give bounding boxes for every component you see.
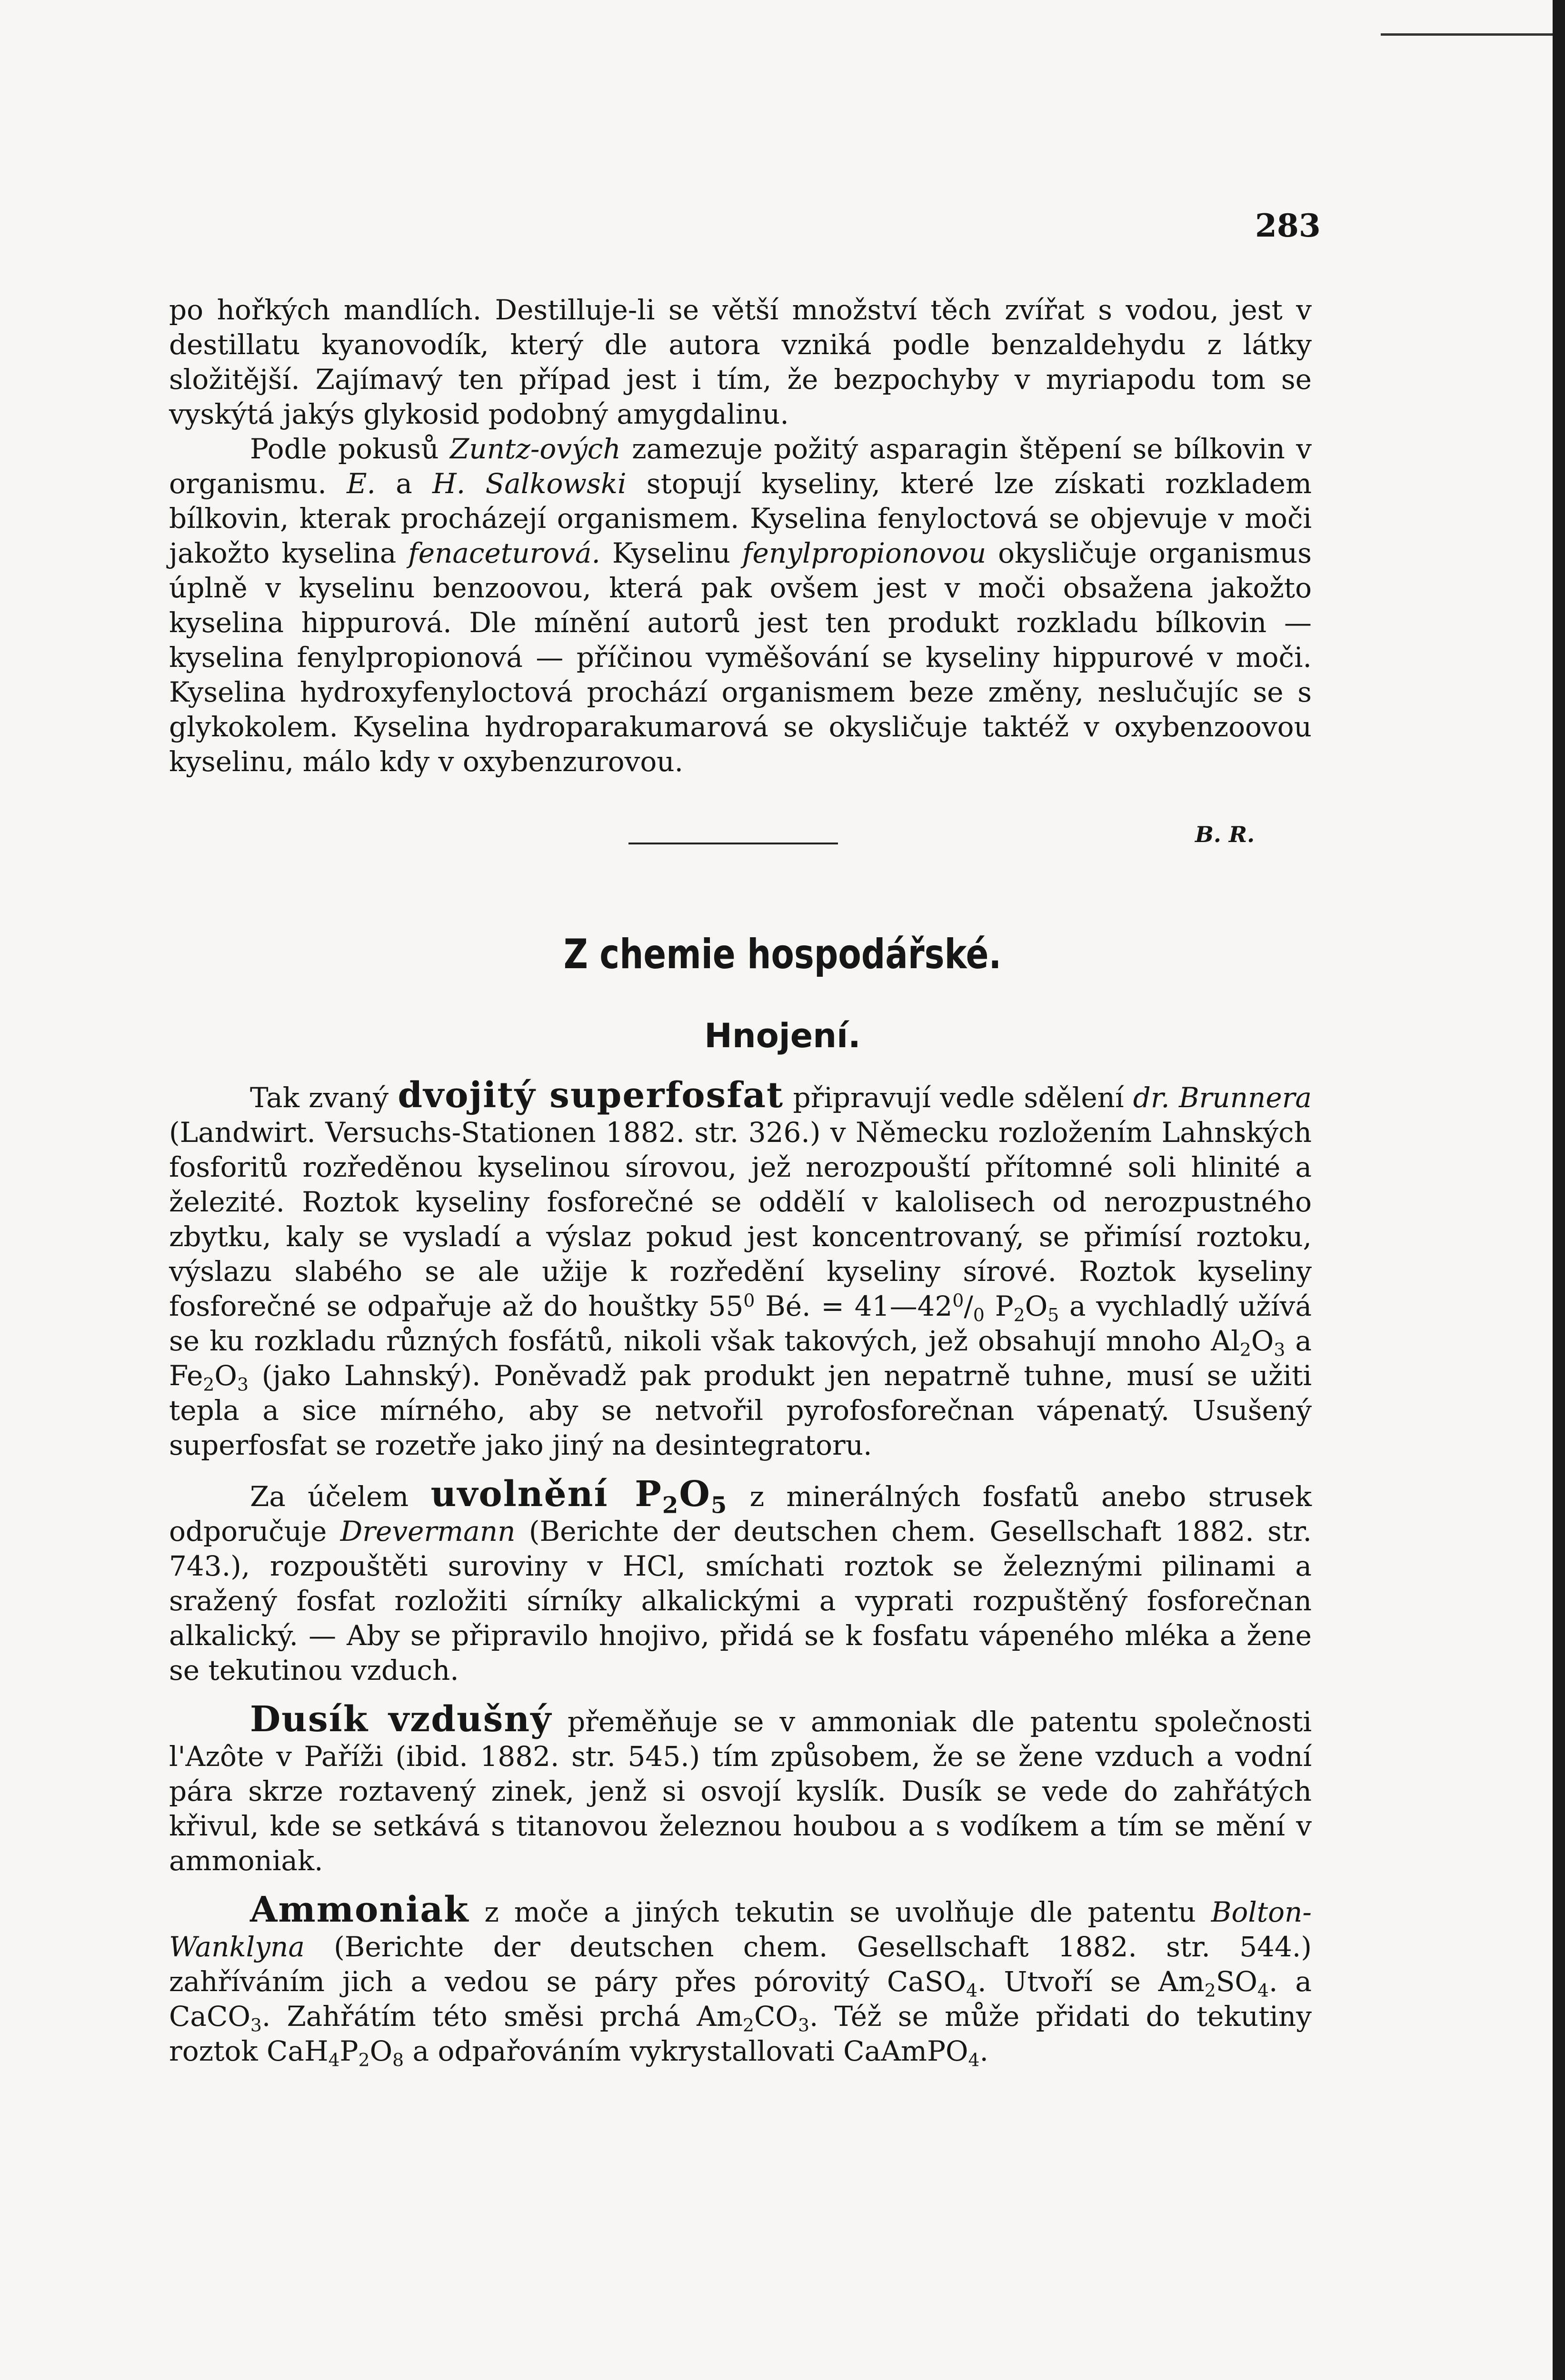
- sub: 5: [710, 1492, 728, 1519]
- text: P: [984, 1290, 1014, 1322]
- sub: 4: [328, 2049, 340, 2071]
- author-name: Bolton-Wanklyna: [169, 1896, 1312, 1963]
- sub: 0: [973, 1304, 985, 1326]
- text: . a CaCO: [169, 1965, 1312, 2033]
- sub: 5: [1047, 1304, 1059, 1326]
- signature: B. R.: [1195, 822, 1255, 847]
- subsection-title: Hnojení.: [704, 1016, 861, 1055]
- keyword: [430, 1474, 728, 1519]
- text: . Utvoří se Am: [977, 1965, 1205, 1998]
- sub: 3: [1274, 1339, 1286, 1360]
- sup: 0: [743, 1290, 755, 1311]
- page-number: 283: [1255, 207, 1321, 244]
- sub: 2: [203, 1374, 215, 1395]
- text: z moče a jiných tekutin se uvolňuje dle patentu: [469, 1896, 1211, 1928]
- text: O: [369, 2035, 393, 2067]
- sub: 4: [966, 1980, 978, 2001]
- paragraph-superfosfat: [169, 1075, 1312, 1463]
- text: (Berichte der deutschen chem. Gesellschaft 1882. str. 544.) zahříváním jich a vedou se páry přes pórovitý CaSO: [169, 1931, 1312, 1998]
- text: přeměňuje se v ammoniak dle patentu společnosti l'Azôte v Paříži (ibid. 1882. str. 545.) tím způsobem, že se žene vzduch a vodní pára skrze roztavený zinek, jenž si osvojí kyslík. Dusík se vede do zahřátých křivul, kde se setkává s titanovou železnou houbou a s vodíkem a tím se mění v ammoniak.: [169, 1706, 1312, 1877]
- text: CO: [754, 2000, 798, 2033]
- sub: 2: [662, 1492, 679, 1519]
- text: a: [375, 467, 433, 500]
- text: stopují kyseliny, které lze získati rozkladem bílkovin, kterak procházejí organismem. Kyselina fenyloctová se objevuje v moči jakožto kyselina: [169, 467, 1312, 569]
- author-name: dr. Brunnera: [1133, 1081, 1312, 1114]
- text: připravují vedle sdělení: [784, 1081, 1133, 1114]
- text: okysličuje organismus úplně v kyselinu benzoovou, která pak ovšem jest v moči obsažena jakožto kyselina hippurová. Dle mínění autorů jest ten produkt rozkladu bílkovin — kyselina fenylpropionová — příčinou vyměšování se kyseliny hippurové v moči. Kyselina hydroxyfenyloctová prochází organismem beze změny, neslučujíc se s glykokolem. Kyselina hydroparakumarová se okysličuje taktéž v oxybenzoovou kyselinu, málo kdy v oxybenzurovou.: [169, 537, 1312, 778]
- sup: 0: [952, 1290, 964, 1311]
- text: (Landwirt. Versuchs-Stationen 1882. str. 326.) v Německu rozložením Lahnských fosforitů rozředěnou kyselinou sírovou, jež nerozpouští přítomné soli hlinité a železité. Roztok kyseliny fosforečné se oddělí v kalolisech od nerozpustného zbytku, kaly se vysladí a výslaz pokud jest koncentrovaný, se přimísí roztoku, výslazu slabého se ale užije k rozředění kyseliny sírové. Roztok kyseliny fosforečné se odpařuje až do houštky 55: [169, 1116, 1312, 1322]
- text: O: [679, 1474, 711, 1515]
- sub: 8: [392, 2049, 404, 2071]
- scan-edge-mark: [1381, 0, 1565, 36]
- text: Podle pokusů: [250, 433, 450, 465]
- text: uvolnění P: [430, 1474, 662, 1515]
- text: P: [339, 2035, 359, 2067]
- sub: 2: [358, 2049, 370, 2071]
- text: a odpařováním vykrystallovati CaAmPO: [404, 2035, 968, 2067]
- text: O: [214, 1359, 237, 1392]
- text: O: [1025, 1290, 1048, 1322]
- keyword: dvojitý superfosfat: [398, 1075, 784, 1116]
- text: Tak zvaný: [250, 1081, 398, 1114]
- text: z minerálných fosfatů anebo strusek odporučuje: [169, 1480, 1312, 1547]
- author-name: H. Salkowski: [432, 467, 627, 500]
- scan-edge-shadow: [1553, 0, 1565, 2380]
- paragraph-1: po hořkých mandlích. Destilluje-li se větší množství těch zvířat s vodou, jest v destillatu kyanovodík, který dle autora vzniká podle benzaldehydu z látky složitější. Zajímavý ten případ jest i tím, že bezpochyby v myriapodu tom se vyskýtá jakýs glykosid podobný amygdalinu.: [169, 294, 1312, 430]
- author-name: Drevermann: [340, 1515, 516, 1547]
- sub: 3: [797, 2014, 809, 2036]
- sub: 4: [1257, 1980, 1269, 2001]
- keyword: Dusík vzdušný: [250, 1699, 552, 1740]
- text: . Též se může přidati do tekutiny roztok CaH: [169, 2000, 1312, 2067]
- text: Bé. = 41—42: [755, 1290, 953, 1322]
- section-paragraphs-1: [169, 293, 1312, 779]
- author-name: Zuntz-ových: [449, 433, 621, 465]
- sub: 2: [1239, 1339, 1251, 1360]
- sub: 3: [237, 1374, 249, 1395]
- text: a Fe: [169, 1325, 1312, 1392]
- sub: 3: [250, 2014, 262, 2036]
- paragraph-p2o5: [169, 1474, 1312, 1688]
- author-initial: E.: [347, 467, 376, 500]
- text: O: [1251, 1325, 1274, 1357]
- section-title: Z chemie hospodářské.: [563, 931, 1002, 978]
- sub: 4: [968, 2049, 980, 2071]
- text: Za účelem: [250, 1480, 431, 1513]
- term: fenaceturová.: [408, 537, 600, 569]
- paragraph-dusik: [169, 1699, 1312, 1878]
- text: (Berichte der deutschen chem. Gesellschaft 1882. str. 743.), rozpouštěti suroviny v HCl, smíchati roztok se železnými pilinami a sražený fosfat rozložiti sírníky alkalickými a vyprati rozpuštěný fosforečnan alkalický. — Aby se připravilo hnojivo, přidá se k fosfatu vápeného mléka a žene se tekutinou vzduch.: [169, 1515, 1312, 1686]
- keyword: Ammoniak: [250, 1889, 469, 1930]
- sub: 2: [1204, 1980, 1216, 2001]
- sub: 2: [743, 2014, 755, 2036]
- text: (jako Lahnský). Poněvadž pak produkt jen nepatrně tuhne, musí se užiti tepla a sice mírného, aby se netvořil pyrofosforečnan vápenatý. Usušený superfosfat se rozetře jako jiný na desintegratoru.: [169, 1359, 1312, 1461]
- text: a vychladlý užívá se ku rozkladu různých fosfátů, nikoli však takových, jež obsahují mnoho Al: [169, 1290, 1312, 1357]
- text: SO: [1216, 1965, 1257, 1998]
- section-paragraphs-2: [169, 1075, 1312, 2071]
- separator-rule: [628, 843, 838, 844]
- term: fenylpropionovou: [742, 537, 987, 569]
- text: zamezuje požitý asparagin štěpení se bílkovin v organismu.: [169, 433, 1312, 500]
- text: /: [964, 1290, 973, 1322]
- paragraph-2: [169, 432, 1312, 779]
- paragraph-ammoniak: [169, 1889, 1312, 2071]
- text: Kyselinu: [600, 537, 743, 569]
- text: . Zahřátím této směsi prchá Am: [261, 2000, 743, 2033]
- text: .: [979, 2035, 988, 2067]
- sub: 2: [1013, 1304, 1025, 1326]
